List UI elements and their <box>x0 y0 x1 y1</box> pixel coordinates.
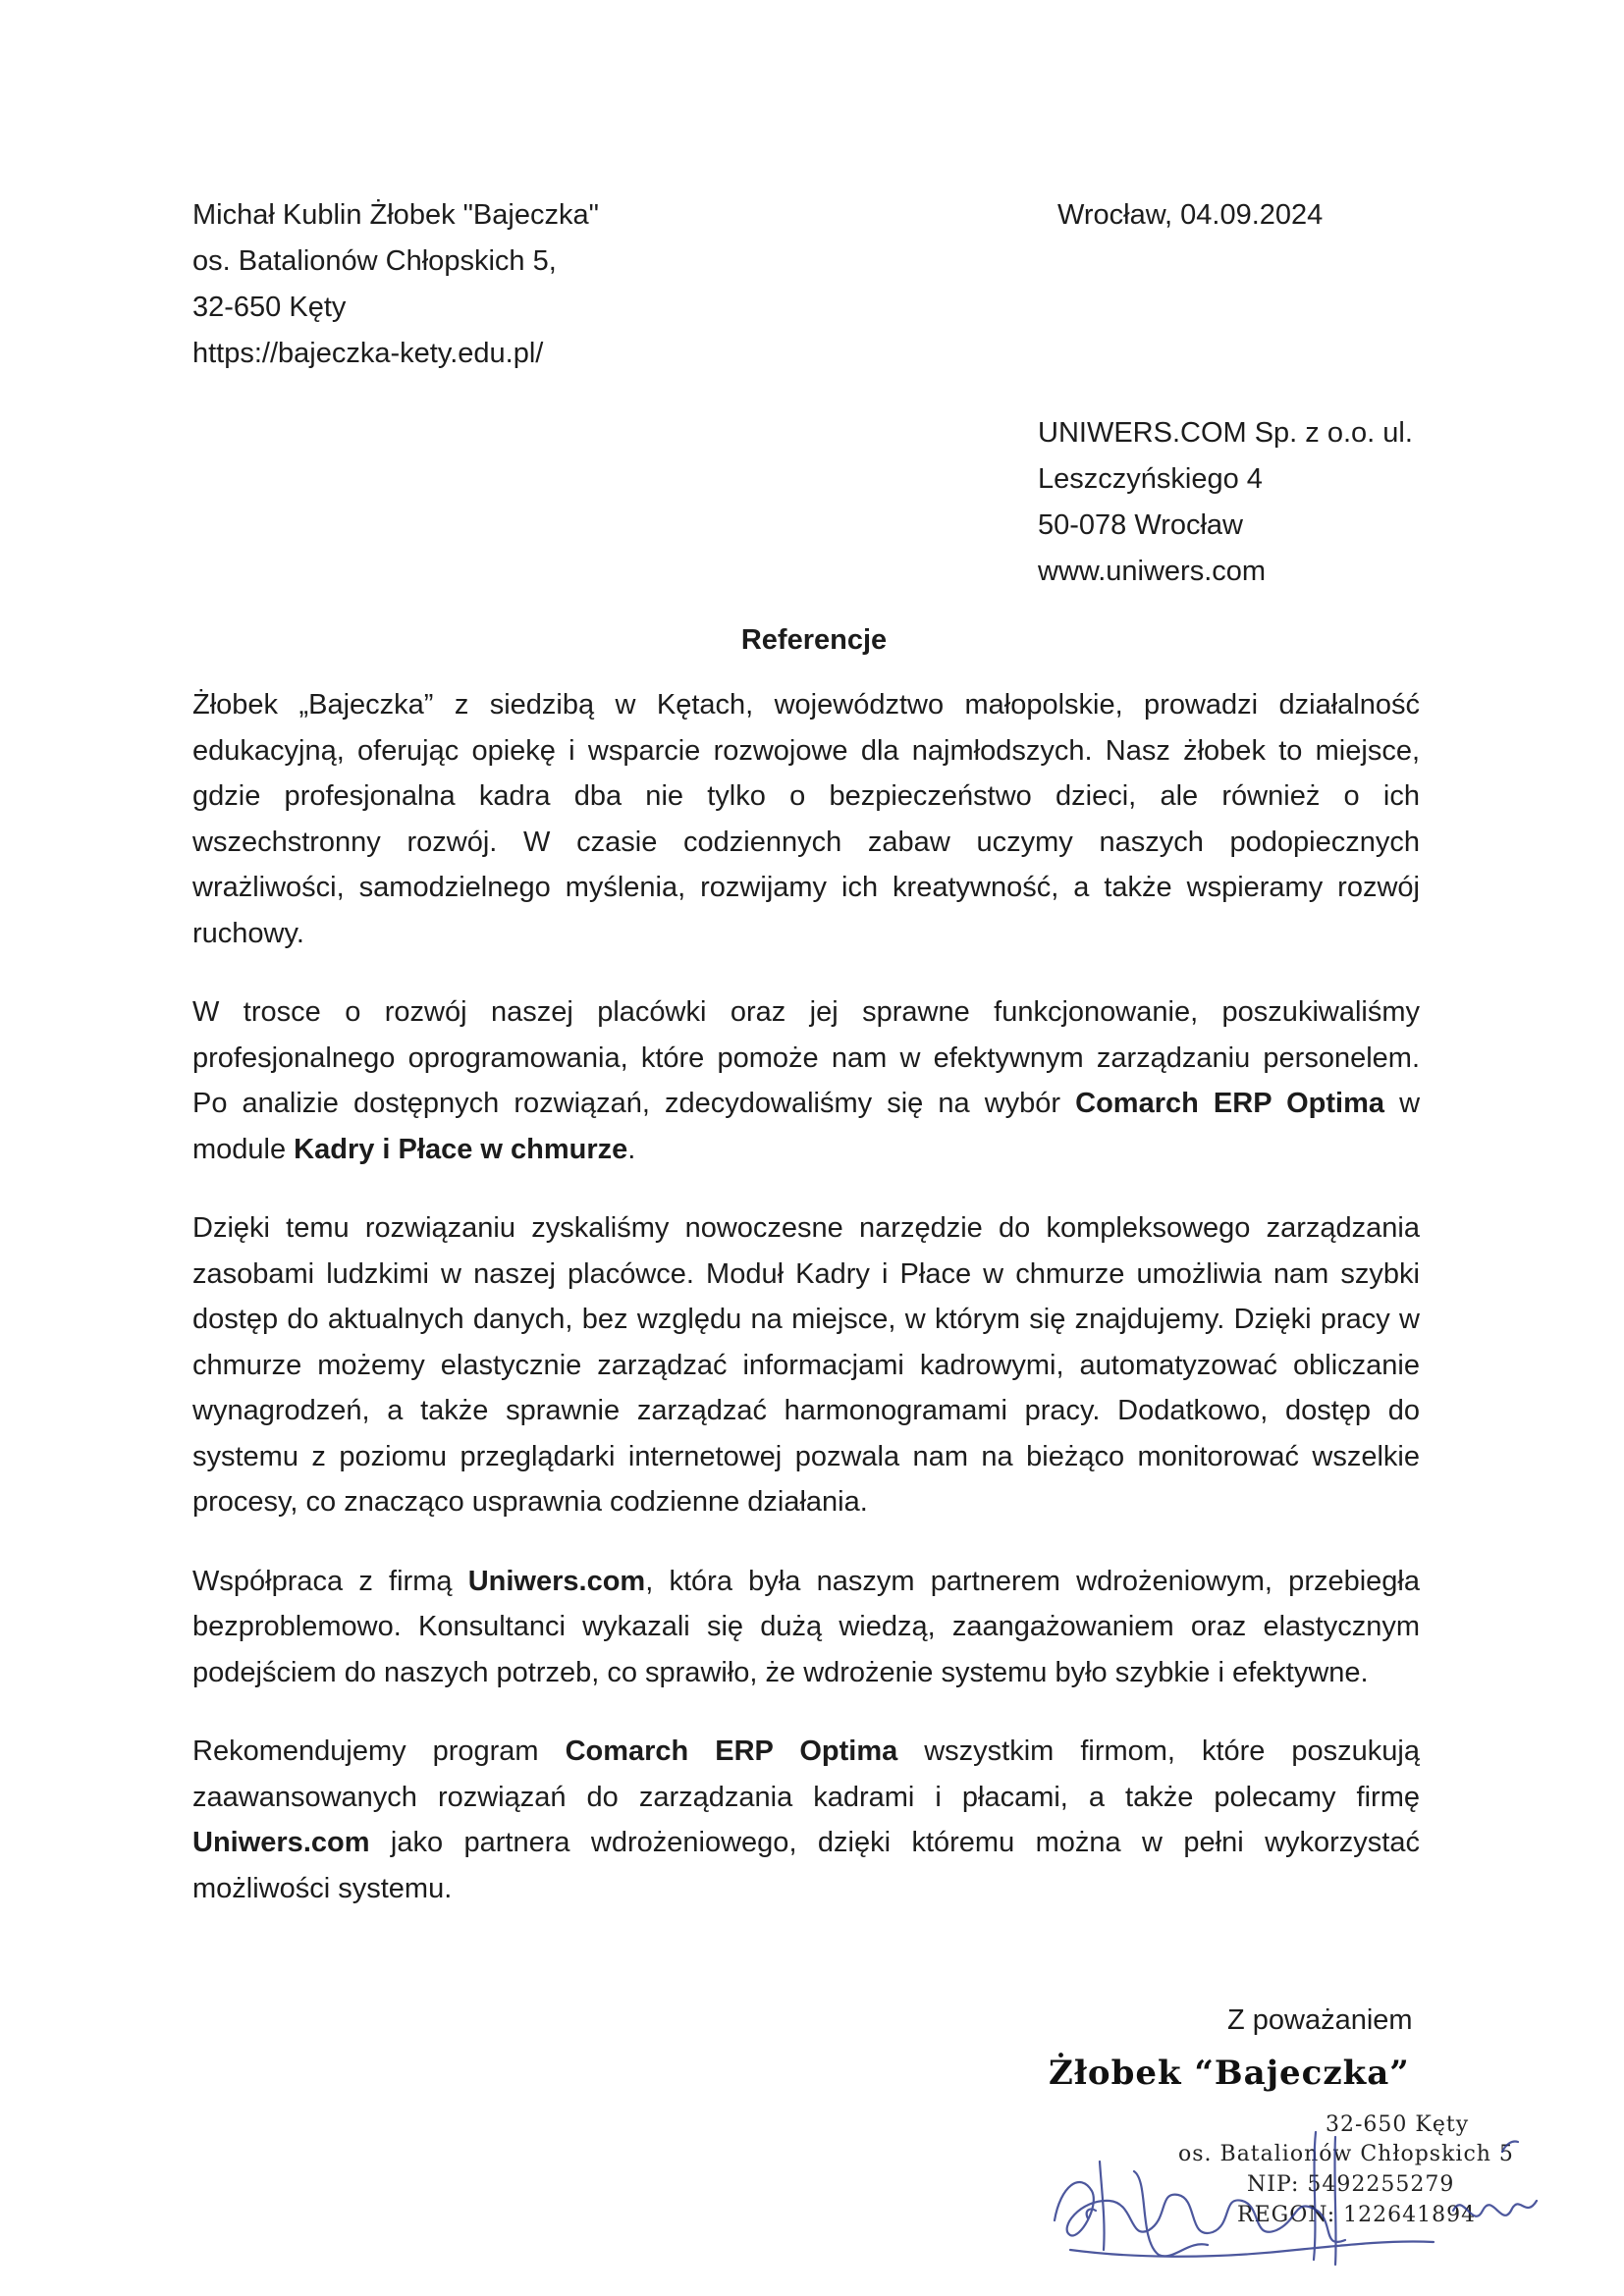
paragraph-intro: Żłobek „Bajeczka” z siedzibą w Kętach, województwo małopolskie, prowadzi działalność edukacyjną, oferując opiekę i wsparcie rozwojowe dla najmłodszych. Nasz żłobek to miejsce, gdzie profesjonalna kadra dba nie tylko o bezpieczeństwo dzieci, ale również o ich wszechstronny rozwój. W czasie codziennych zabaw uczymy naszych podopiecznych wrażliwości, samodzielnego myślenia, rozwijamy ich kreatywność, a także wspieramy rozwój ruchowy. <box>192 689 1420 949</box>
paragraph-benefits: Dzięki temu rozwiązaniu zyskaliśmy nowoczesne narzędzie do kompleksowego zarządzania zasobami ludzkimi w naszej placówce. Moduł Kadry i Płace w chmurze umożliwia nam szybki dostęp do aktualnych danych, bez względu na miejsce, w którym się znajdujemy. Dzięki pracy w chmurze możemy elastycznie zarządzać informacjami kadrowymi, automatyzować obliczanie wynagrodzeń, a także sprawnie zarządzać harmonogramami pracy. Dodatkowo, dostęp do systemu z poziomu przeglądarki internetowej pozwala nam na bieżąco monitorować wszelkie procesy, co znacząco usprawnia codzienne działania. <box>192 1212 1420 1518</box>
text-run: w module <box>192 1088 1421 1165</box>
stamp-street: os. Batalionów Chłopskich 5 <box>1178 2142 1514 2166</box>
module-name: Kadry i Płace w chmurze <box>294 1133 628 1165</box>
text-run: . <box>627 1133 636 1165</box>
sender-city: 32-650 Kęty <box>192 292 347 323</box>
letter-date: Wrocław, 04.09.2024 <box>1057 199 1324 231</box>
sender-name: Michał Kublin Żłobek "Bajeczka" <box>192 199 599 231</box>
partner-name: Uniwers.com <box>467 1565 646 1597</box>
closing-salutation: Z poważaniem <box>1227 2004 1413 2036</box>
text-run: Rekomendujemy program <box>192 1735 566 1767</box>
product-name: Comarch ERP Optima <box>1075 1088 1384 1119</box>
stamp-regon: REGON: 122641894 <box>1237 2203 1477 2227</box>
sender-street: os. Batalionów Chłopskich 5, <box>192 245 557 277</box>
letter-title: Referencje <box>740 624 888 656</box>
partner-name: Uniwers.com <box>192 1827 370 1858</box>
stamp-nip: NIP: 5492255279 <box>1247 2172 1455 2197</box>
sender-website: https://bajeczka-kety.edu.pl/ <box>192 338 544 369</box>
paragraph-recommendation <box>192 1729 1420 1911</box>
text-run: jako partnera wdrożeniowego, dzięki któremu można w pełni wykorzystać możliwości systemu. <box>192 1827 1420 1904</box>
text-run: wszystkim firmom, które poszukują zaawansowanych rozwiązań do zarządzania kadrami i płacami, a także polecamy firmę <box>192 1735 1421 1813</box>
stamp-company-name: Żłobek “Bajeczka” <box>1049 2054 1410 2093</box>
paragraph-partner <box>192 1559 1420 1696</box>
product-name: Comarch ERP Optima <box>565 1735 898 1767</box>
text-run: Współpraca z firmą <box>192 1565 468 1597</box>
company-stamp <box>1041 2054 1551 2279</box>
signature-icon <box>1041 2093 1551 2279</box>
recipient-website: www.uniwers.com <box>1038 556 1267 587</box>
recipient-address <box>1038 410 1413 595</box>
recipient-name: UNIWERS.COM Sp. z o.o. ul. <box>1038 417 1413 449</box>
paragraph-software-choice <box>192 989 1420 1172</box>
text-run: , która była naszym partnerem wdrożeniowym, przebiegła bezproblemowo. Konsultanci wykazali się dużą wiedzą, zaangażowaniem oraz elastycznym podejściem do naszych potrzeb, co sprawiło, że wdrożenie systemu było szybkie i efektywne. <box>192 1565 1420 1688</box>
letter-body <box>192 682 1420 1945</box>
text-run: W trosce o rozwój naszej placówki oraz jej sprawne funkcjonowanie, poszukiwaliśmy profesjonalnego oprogramowania, które pomoże nam w efektywnym zarządzaniu personelem. Po analizie dostępnych rozwiązań, zdecydowaliśmy się na wybór <box>192 996 1420 1119</box>
recipient-city: 50-078 Wrocław <box>1038 509 1244 541</box>
recipient-street: Leszczyńskiego 4 <box>1038 463 1263 495</box>
sender-address <box>192 192 599 377</box>
stamp-postal: 32-650 Kęty <box>1326 2112 1470 2137</box>
